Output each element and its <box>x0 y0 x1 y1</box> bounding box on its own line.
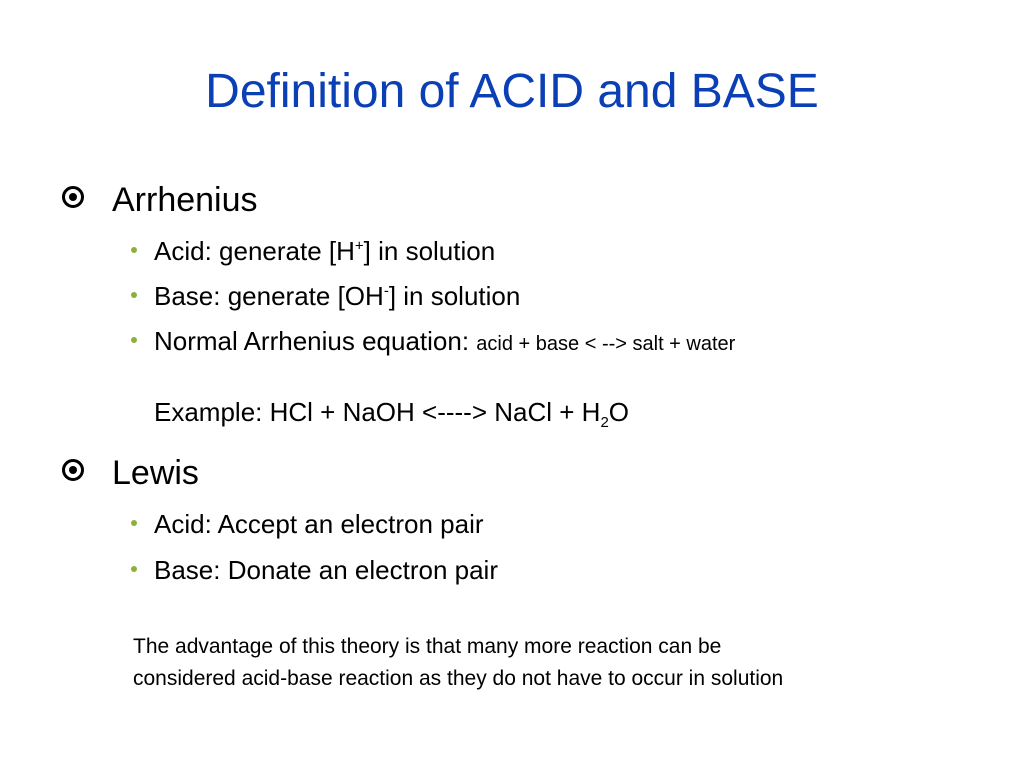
equation-small-text: acid + base < --> salt + water <box>476 333 736 355</box>
superscript: + <box>354 237 364 255</box>
list-item-text: Base: generate [OH-] in solution <box>154 281 521 311</box>
slide-title: Definition of ACID and BASE <box>205 65 819 118</box>
radio-bullet-icon <box>62 186 84 208</box>
dot-bullet-icon <box>131 520 137 526</box>
radio-bullet-icon <box>62 459 84 481</box>
superscript: - <box>383 282 389 300</box>
section-heading-label: Arrhenius <box>112 181 258 219</box>
dot-bullet-icon <box>131 292 137 298</box>
note-line: The advantage of this theory is that many more reaction can be <box>133 635 722 658</box>
subscript: 2 <box>600 414 609 432</box>
example-line: Example: HCl + NaOH <----> NaCl + $H_2O$ <box>154 397 630 432</box>
dot-bullet-icon <box>131 247 137 253</box>
list-item-text: Base: Donate an electron pair <box>154 555 498 585</box>
list-item-text: Acid: Accept an electron pair <box>154 509 484 539</box>
note-line: considered acid-base reaction as they do not have to occur in solution <box>133 667 784 690</box>
dot-bullet-icon <box>131 566 137 572</box>
section-heading-label: Lewis <box>112 454 199 492</box>
advantage-note <box>133 631 993 695</box>
list-item-text: Normal Arrhenius equation: acid + base < --> salt + water <box>154 326 736 356</box>
list-item-text: Acid: generate [H+] in solution <box>154 236 496 266</box>
dot-bullet-icon <box>131 337 137 343</box>
